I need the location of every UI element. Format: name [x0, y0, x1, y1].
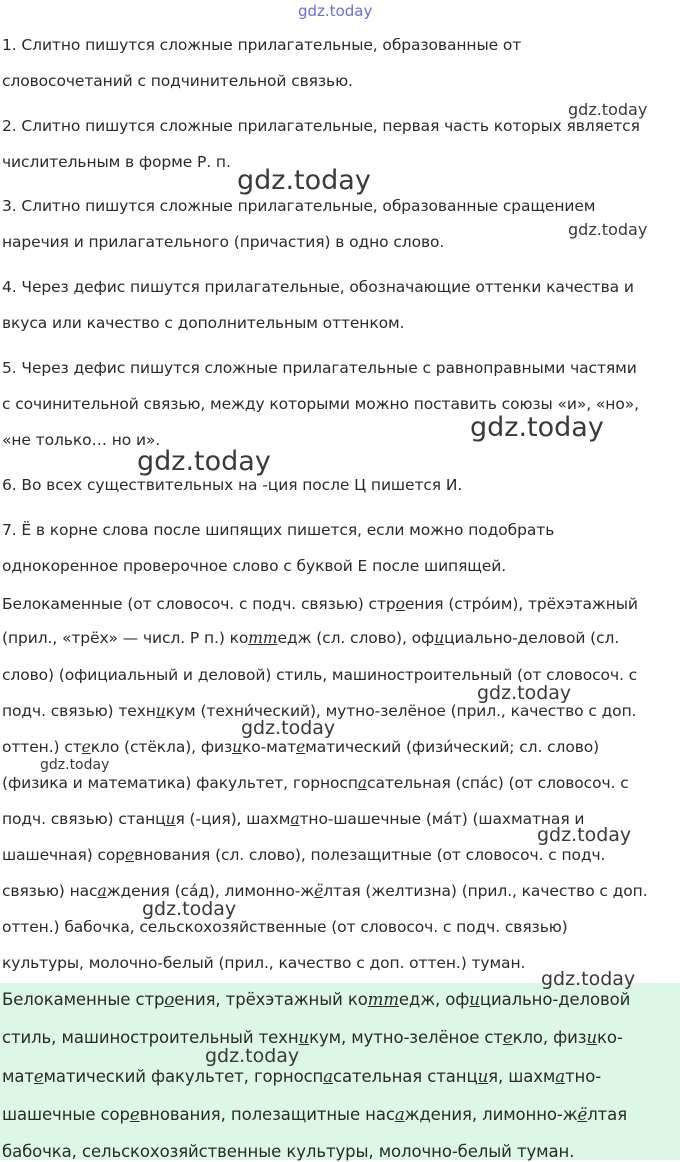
highlighted-letter: а [290, 810, 300, 828]
text-segment: мат [2, 1067, 34, 1086]
highlighted-letter: е [125, 846, 135, 864]
watermark: gdz.today [477, 682, 572, 704]
analysis-line [2, 665, 678, 685]
watermark: gdz.today [537, 824, 632, 846]
rule-5-line-2: с сочинительной связью, между которыми можно поставить союзы «и», «но», [2, 395, 639, 413]
highlighted-letter: е [33, 1067, 44, 1086]
text-segment: связью) нас [2, 882, 98, 900]
text-segment: тно- [565, 1067, 602, 1086]
analysis-line [2, 773, 678, 793]
rule-4-line-2: вкуса или качество с дополнительным оттенком. [2, 314, 405, 332]
text-segment: внования, полезащитные нас [139, 1105, 395, 1124]
analysis-line [2, 737, 678, 757]
analysis-line [2, 594, 678, 614]
text-segment: культуры, молочно-белый (прил., качество с доп. оттен.) туман. [2, 954, 526, 972]
watermark: gdz.today [40, 757, 110, 773]
text-segment: я, шахм [488, 1067, 556, 1086]
text-segment: стиль, машиностроительный техн [2, 1028, 299, 1047]
watermark: gdz.today [137, 446, 271, 477]
text-segment: едж, оф [398, 990, 470, 1009]
highlighted-letter: е [129, 1105, 140, 1124]
highlighted-letter: и [469, 990, 480, 1009]
watermark: gdz.today [568, 100, 648, 119]
highlighted-letter: ё [314, 882, 324, 900]
rule-3-line-2: наречия и прилагательного (причастия) в одно слово. [2, 233, 445, 251]
analysis-line [2, 881, 678, 901]
highlighted-letter: а [97, 882, 107, 900]
watermark: gdz.today [541, 968, 636, 990]
rule-3-line-1: 3. Слитно пишутся сложные прилагательные, образованные сращением [2, 197, 596, 215]
highlighted-letter: и [586, 1028, 598, 1047]
text-segment: я (-ция), шахм [175, 810, 291, 828]
watermark-top: gdz.today [298, 2, 373, 20]
answer-line [2, 1105, 678, 1125]
text-segment: едж (сл. слово), оф [277, 629, 435, 647]
highlighted-letter: е [296, 738, 306, 756]
text-segment: кло (стёкла), физ [90, 738, 233, 756]
text-segment: внования (сл. слово), полезащитные (от словосоч. с подч. [134, 846, 606, 864]
text-segment: оттен.) бабочка, сельскохозяйственные (от словосоч. с подч. связью) [2, 918, 568, 936]
highlighted-letter: ё [577, 1105, 588, 1124]
analysis-line [2, 845, 678, 865]
answer-line [2, 1067, 678, 1087]
highlighted-letter: и [477, 1067, 489, 1086]
text-segment: тно-шашечные (ма́т) (шахматная и [299, 810, 585, 828]
highlighted-letter: е [502, 1028, 513, 1047]
watermark: gdz.today [142, 898, 237, 920]
text-segment: лтая [587, 1105, 628, 1124]
highlighted-letter: тт [248, 629, 278, 647]
text-segment: (физика и математика) факультет, горносп [2, 774, 358, 792]
answer-line [2, 1142, 678, 1162]
text-segment: шашечная) сор [2, 846, 126, 864]
highlighted-letter: а [323, 1067, 333, 1086]
analysis-line [2, 953, 678, 973]
watermark: gdz.today [470, 412, 604, 443]
rule-7-line-2: однокоренное проверочное слово с буквой Е после шипящей. [2, 557, 507, 575]
rule-5-line-1: 5. Через дефис пишутся сложные прилагательные с равноправными частями [2, 359, 637, 377]
text-segment: (прил., «трёх» — числ. Р п.) ко [2, 629, 249, 647]
text-segment: ждения (са́д), лимонно-ж [106, 882, 315, 900]
highlighted-letter: о [395, 595, 405, 613]
rule-1-line-1: 1. Слитно пишутся сложные прилагательные, образованные от [2, 36, 522, 54]
watermark: gdz.today [237, 165, 371, 196]
highlighted-letter: е [81, 738, 91, 756]
answer-line [2, 1028, 678, 1048]
text-segment: ждения, лимонно-ж [404, 1105, 578, 1124]
text-segment: кум, мутно-зелёное ст [309, 1028, 503, 1047]
text-segment: оттен.) ст [2, 738, 82, 756]
highlighted-letter: о [164, 990, 175, 1009]
text-segment: циально-деловой [479, 990, 631, 1009]
text-segment: сательная станц [332, 1067, 478, 1086]
rule-7-line-1: 7. Ё в корне слова после шипящих пишется, если можно подобрать [2, 521, 555, 539]
text-segment: бабочка, сельскохозяйственные культуры, молочно-белый туман. [2, 1142, 575, 1161]
text-segment: шашечные сор [2, 1105, 130, 1124]
analysis-line [2, 809, 678, 829]
watermark: gdz.today [568, 220, 648, 239]
text-segment: ко-мат [242, 738, 297, 756]
text-segment: ко- [597, 1028, 623, 1047]
watermark: gdz.today [241, 717, 336, 739]
highlighted-letter: и [232, 738, 242, 756]
highlighted-letter: и [298, 1028, 310, 1047]
highlighted-letter: и [165, 810, 176, 828]
rule-1-line-2: словосочетаний с подчинительной связью. [2, 72, 353, 90]
highlighted-letter: и [155, 702, 166, 720]
text-segment: сательная (спа́с) (от словосоч. с [367, 774, 629, 792]
highlighted-letter: тт [367, 990, 399, 1009]
text-segment: кло, физ [512, 1028, 587, 1047]
text-segment: кум (техни́ческий), мутно-зелёное (прил., качество с доп. [165, 702, 637, 720]
highlighted-letter: а [555, 1067, 566, 1086]
rule-5-line-3: «не только… но и». [2, 431, 161, 449]
text-segment: подч. связью) станц [2, 810, 166, 828]
answer-line [2, 990, 678, 1010]
analysis-line [2, 917, 678, 937]
analysis-line [2, 701, 678, 721]
text-segment: циально-деловой (сл. [444, 629, 620, 647]
text-segment: матический факультет, горносп [43, 1067, 324, 1086]
text-segment: ения (стро́им), трёхэтажный [404, 595, 638, 613]
highlighted-letter: а [394, 1105, 405, 1124]
rule-2-line-2: числительным в форме Р. п. [2, 153, 231, 171]
watermark: gdz.today [205, 1045, 300, 1067]
text-segment: Белокаменные стр [2, 990, 165, 1009]
text-segment: матический (физи́ческий; сл. слово) [305, 738, 600, 756]
rule-2-line-1: 2. Слитно пишутся сложные прилагательные, первая часть которых является [2, 117, 640, 135]
rule-4-line-1: 4. Через дефис пишутся прилагательные, обозначающие оттенки качества и [2, 278, 634, 296]
analysis-line [2, 628, 678, 648]
highlighted-letter: и [434, 629, 445, 647]
text-segment: слово) (официальный и деловой) стиль, машиностроительный (от словосоч. с [2, 666, 638, 684]
highlighted-letter: а [357, 774, 368, 792]
text-segment: лтая (желтизна) (прил., качество с доп. [323, 882, 648, 900]
rule-6-line-1: 6. Во всех существительных на -ция после Ц пишется И. [2, 476, 463, 494]
text-segment: подч. связью) техн [2, 702, 156, 720]
text-segment: ения, трёхэтажный ко [174, 990, 368, 1009]
text-segment: Белокаменные (от словосоч. с подч. связью) стр [2, 595, 396, 613]
